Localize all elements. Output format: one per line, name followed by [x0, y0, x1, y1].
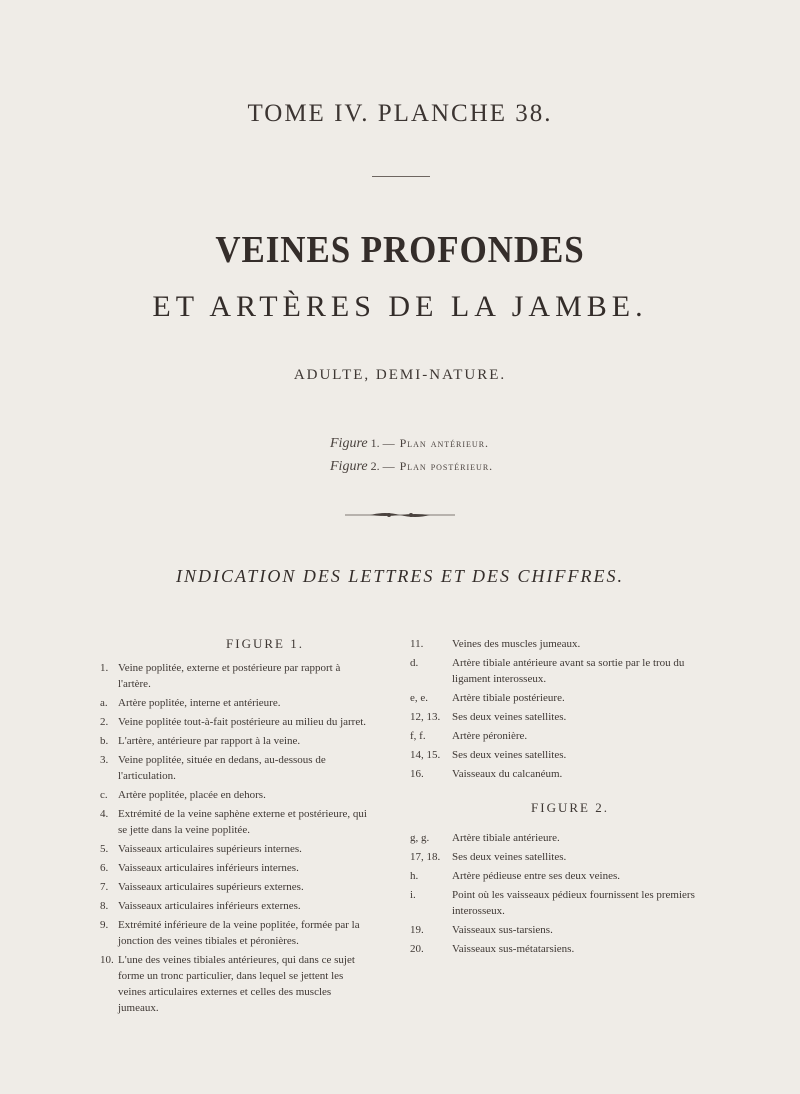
- legend-key: 11.: [410, 638, 424, 650]
- title-line-1: VEINES PROFONDES: [215, 229, 585, 271]
- legend-text: Vaisseaux articulaires inférieurs externes.: [118, 900, 301, 912]
- legend-text: Artère tibiale antérieure.: [452, 832, 560, 844]
- header-divider: [372, 176, 430, 177]
- legend-right-column: [410, 636, 710, 960]
- legend-entry: [100, 917, 370, 949]
- legend-key: 1.: [100, 662, 109, 674]
- figure-label: Figure: [330, 459, 368, 474]
- legend-text: Artère pédieuse entre ses deux veines.: [452, 870, 620, 882]
- legend-entry: [410, 709, 710, 725]
- figure-1-heading: FIGURE 1.: [226, 636, 304, 651]
- legend-key: 7.: [100, 881, 109, 893]
- legend-text: Veines des muscles jumeaux.: [452, 638, 581, 650]
- legend-text: L'une des veines tibiales antérieures, qui dans ce sujet forme un tronc particulier, dans lequel se jettent les veines articulaires externes et celles des muscles jumeaux.: [118, 954, 355, 1014]
- legend-key: g, g.: [410, 832, 430, 844]
- title-line-2: ET ARTÈRES DE LA JAMBE.: [152, 290, 648, 323]
- legend-key: c.: [100, 789, 108, 801]
- legend-key: 19.: [410, 924, 424, 936]
- legend-key: h.: [410, 870, 419, 882]
- legend-text: Artère poplitée, placée en dehors.: [118, 789, 266, 801]
- legend-text: Veine poplitée, située en dedans, au-dessous de l'articulation.: [118, 754, 326, 782]
- legend-text: Vaisseaux du calcanéum.: [452, 768, 563, 780]
- legend-text: Ses deux veines satellites.: [452, 711, 567, 723]
- legend-entry: [410, 830, 710, 846]
- figure-plan-2: [330, 455, 530, 478]
- legend-key: 6.: [100, 862, 109, 874]
- legend-entry: [410, 747, 710, 763]
- legend-entry: [100, 733, 370, 749]
- figure-label: Figure: [330, 436, 368, 451]
- figure-plan: — Plan antérieur.: [382, 436, 490, 450]
- legend-entry: [100, 841, 370, 857]
- legend-entry: [410, 868, 710, 884]
- legend-text: Extrémité de la veine saphène externe et postérieure, qui se jette dans la veine poplitée.: [118, 808, 367, 836]
- legend-key: i.: [410, 889, 416, 901]
- legend-text: Veine poplitée tout-à-fait postérieure au milieu du jarret.: [118, 716, 367, 728]
- legend-entry: [410, 655, 710, 687]
- figure-plan: — Plan postérieur.: [382, 459, 494, 473]
- legend-entry: [100, 860, 370, 876]
- legend-key: 8.: [100, 900, 109, 912]
- legend-entry: [410, 941, 710, 957]
- section-heading: INDICATION DES LETTRES ET DES CHIFFRES.: [175, 566, 624, 586]
- legend-text: Artère tibiale antérieure avant sa sortie par le trou du ligament interosseux.: [452, 657, 685, 685]
- figure-1-entries: [100, 660, 370, 1016]
- legend-text: Vaisseaux sus-tarsiens.: [452, 924, 553, 936]
- figure-1-legend: [100, 636, 370, 1019]
- legend-text: Point où les vaisseaux pédieux fournissent les premiers interosseux.: [452, 889, 695, 917]
- legend-entry: [100, 879, 370, 895]
- ornamental-divider: [345, 510, 455, 520]
- legend-key: 17, 18.: [410, 851, 441, 863]
- legend-entry: [410, 728, 710, 744]
- figure-2-entries: [410, 830, 710, 957]
- legend-key: f, f.: [410, 730, 426, 742]
- legend-key: 10.: [100, 954, 114, 966]
- subtitle: ADULTE, DEMI-NATURE.: [293, 367, 507, 383]
- legend-key: 12, 13.: [410, 711, 441, 723]
- legend-text: Ses deux veines satellites.: [452, 851, 567, 863]
- legend-text: Veine poplitée, externe et postérieure par rapport à l'artère.: [118, 662, 341, 690]
- legend-entry: [100, 787, 370, 803]
- legend-key: b.: [100, 735, 109, 747]
- legend-entry: [100, 898, 370, 914]
- legend-entry: [100, 752, 370, 784]
- legend-key: 9.: [100, 919, 109, 931]
- legend-text: L'artère, antérieure par rapport à la veine.: [118, 735, 301, 747]
- figure-1-entries-continued: [410, 636, 710, 782]
- legend-key: e, e.: [410, 692, 429, 704]
- legend-entry: [100, 695, 370, 711]
- legend-entry: [100, 806, 370, 838]
- legend-key: 5.: [100, 843, 109, 855]
- legend-entry: [410, 922, 710, 938]
- plate-header: TOME IV. PLANCHE 38.: [247, 100, 553, 127]
- legend-text: Artère poplitée, interne et antérieure.: [118, 697, 281, 709]
- legend-text: Vaisseaux articulaires inférieurs internes.: [118, 862, 299, 874]
- legend-key: 3.: [100, 754, 109, 766]
- legend-text: Artère tibiale postérieure.: [452, 692, 565, 704]
- legend-entry: [410, 690, 710, 706]
- figure-2-heading: FIGURE 2.: [531, 800, 609, 815]
- legend-entry: [100, 660, 370, 692]
- figure-number: 1.: [370, 436, 380, 450]
- legend-key: 2.: [100, 716, 109, 728]
- legend-entry: [410, 849, 710, 865]
- legend-key: 20.: [410, 943, 424, 955]
- legend-key: 16.: [410, 768, 424, 780]
- legend-key: 4.: [100, 808, 109, 820]
- legend-key: a.: [100, 697, 108, 709]
- legend-text: Vaisseaux sus-métatarsiens.: [452, 943, 575, 955]
- legend-text: Vaisseaux articulaires supérieurs externes.: [118, 881, 304, 893]
- legend-key: 14, 15.: [410, 749, 441, 761]
- legend-text: Extrémité inférieure de la veine poplitée, formée par la jonction des veines tibiales et péronières.: [118, 919, 360, 947]
- figure-plan-1: [330, 432, 530, 455]
- legend-entry: [410, 766, 710, 782]
- legend-key: d.: [410, 657, 419, 669]
- legend-text: Vaisseaux articulaires supérieurs internes.: [118, 843, 302, 855]
- legend-entry: [100, 714, 370, 730]
- figure-plan-list: [330, 432, 530, 478]
- legend-entry: [100, 952, 370, 1016]
- legend-entry: [410, 636, 710, 652]
- legend-text: Artère péronière.: [452, 730, 528, 742]
- legend-entry: [410, 887, 710, 919]
- figure-number: 2.: [370, 459, 380, 473]
- legend-text: Ses deux veines satellites.: [452, 749, 567, 761]
